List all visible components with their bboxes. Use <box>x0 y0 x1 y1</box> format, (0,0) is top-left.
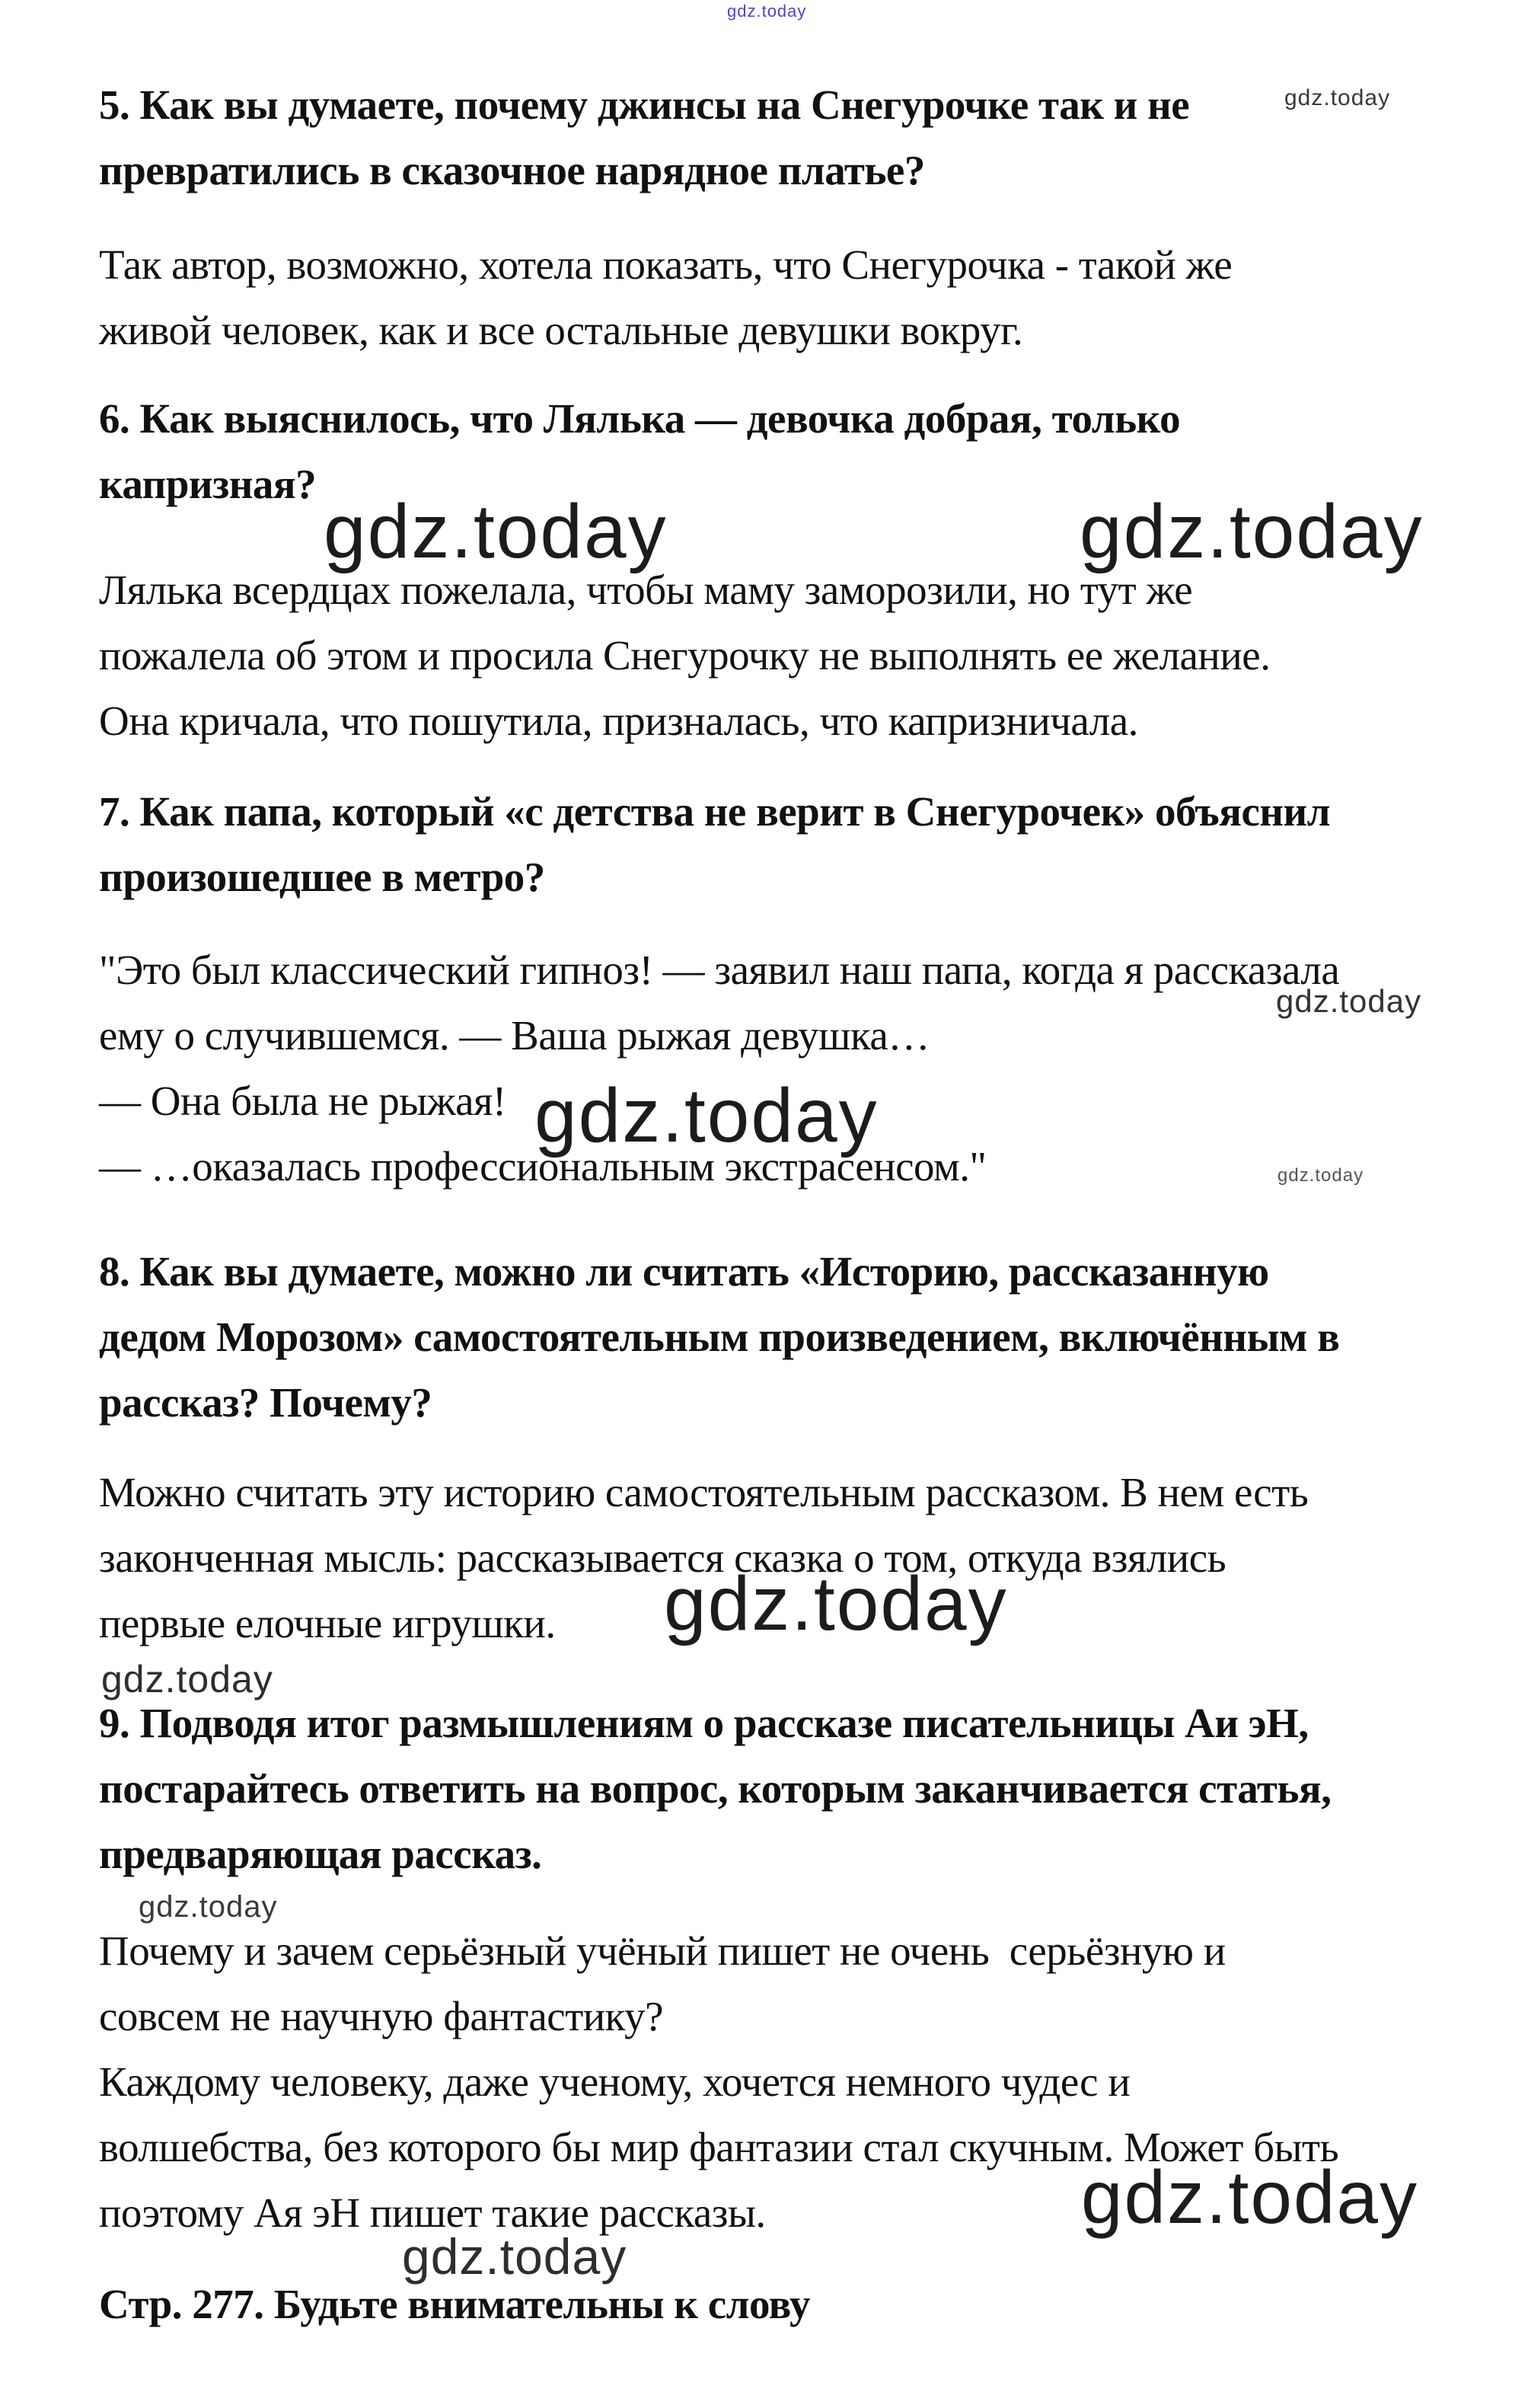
watermark-a7-right-2: gdz.today <box>1277 1165 1364 1186</box>
heading-page-277 <box>99 2272 1485 2337</box>
answer-7 <box>99 937 1485 1199</box>
watermark-bottom-med: gdz.today <box>402 2228 627 2285</box>
text-line: Лялька всердцах пожелала, чтобы маму заморозили, но тут же <box>99 567 1193 613</box>
text-line: Почему и зачем серьёзный учёный пишет не очень серьёзную и <box>99 1927 1226 1974</box>
text-line: Она кричала, что пошутила, призналась, что капризничала. <box>99 698 1138 744</box>
text-line: 5. Как вы думаете, почему джинсы на Снегурочке так и не <box>99 81 1190 128</box>
text-line: 9. Подводя итог размышлениям о рассказе писательницы Аи эН, <box>99 1700 1309 1746</box>
text-line: "Это был классический гипноз! — заявил наш папа, когда я рассказала <box>99 947 1340 993</box>
text-line: ему о случившемся. — Ваша рыжая девушка… <box>99 1012 930 1059</box>
watermark-large-1: gdz.today <box>324 489 668 574</box>
text-line: 7. Как папа, который «с детства не верит в Снегурочек» объяснил <box>99 788 1331 835</box>
watermark-large-2: gdz.today <box>1080 489 1424 574</box>
text-line: 6. Как выяснилось, что Лялька — девочка добрая, только <box>99 395 1181 442</box>
text-line: произошедшее в метро? <box>99 854 545 900</box>
watermark-top-blue: gdz.today <box>727 2 807 21</box>
text-line: волшебства, без которого бы мир фантазии стал скучным. Может быть <box>99 2124 1339 2170</box>
text-line: пожалела об этом и просила Снегурочку не выполнять ее желание. <box>99 632 1271 679</box>
text-line: предваряющая рассказ. <box>99 1831 542 1877</box>
text-line: Можно считать эту историю самостоятельным рассказом. В нем есть <box>99 1469 1309 1515</box>
text-line: Так автор, возможно, хотела показать, что Снегурочка - такой же <box>99 241 1233 288</box>
text-line: — …оказалась профессиональным экстрасенсом." <box>99 1143 987 1190</box>
watermark-a7-right: gdz.today <box>1276 983 1422 1019</box>
text-line: 8. Как вы думаете, можно ли считать «Историю, рассказанную <box>99 1248 1269 1295</box>
text-line: Каждому человеку, даже ученому, хочется немного чудес и <box>99 2058 1131 2105</box>
text-line: превратились в сказочное нарядное платье? <box>99 147 925 193</box>
text-line: поэтому Ая эН пишет такие рассказы. <box>99 2189 766 2236</box>
text-line: постарайтесь ответить на вопрос, которым заканчивается статья, <box>99 1765 1332 1812</box>
text-line: совсем не научную фантастику? <box>99 1993 664 2039</box>
answer-5 <box>99 232 1485 363</box>
answer-6 <box>99 557 1485 754</box>
text-line: — Она была не рыжая! <box>99 1078 506 1124</box>
question-9 <box>99 1691 1485 1887</box>
question-7 <box>99 779 1485 910</box>
watermark-q9-left: gdz.today <box>139 1890 278 1924</box>
watermark-q5-inline: gdz.today <box>1284 85 1391 110</box>
question-5 <box>99 72 1485 203</box>
watermark-large-5: gdz.today <box>1081 2155 1418 2239</box>
text-line: капризная? <box>99 461 317 507</box>
text-line: Стр. 277. Будьте внимательны к слову <box>99 2281 810 2327</box>
watermark-large-3: gdz.today <box>534 1073 879 1158</box>
watermark-a8-left: gdz.today <box>101 1658 273 1701</box>
text-line: первые елочные игрушки. <box>99 1600 556 1646</box>
question-8 <box>99 1239 1485 1436</box>
text-line: дедом Морозом» самостоятельным произведением, включённым в <box>99 1314 1340 1360</box>
text-line: живой человек, как и все остальные девушки вокруг. <box>99 307 1023 353</box>
text-line: законченная мысль: рассказывается сказка о том, откуда взялись <box>99 1535 1226 1581</box>
watermark-large-4: gdz.today <box>664 1561 1008 1646</box>
text-line: рассказ? Почему? <box>99 1379 432 1426</box>
